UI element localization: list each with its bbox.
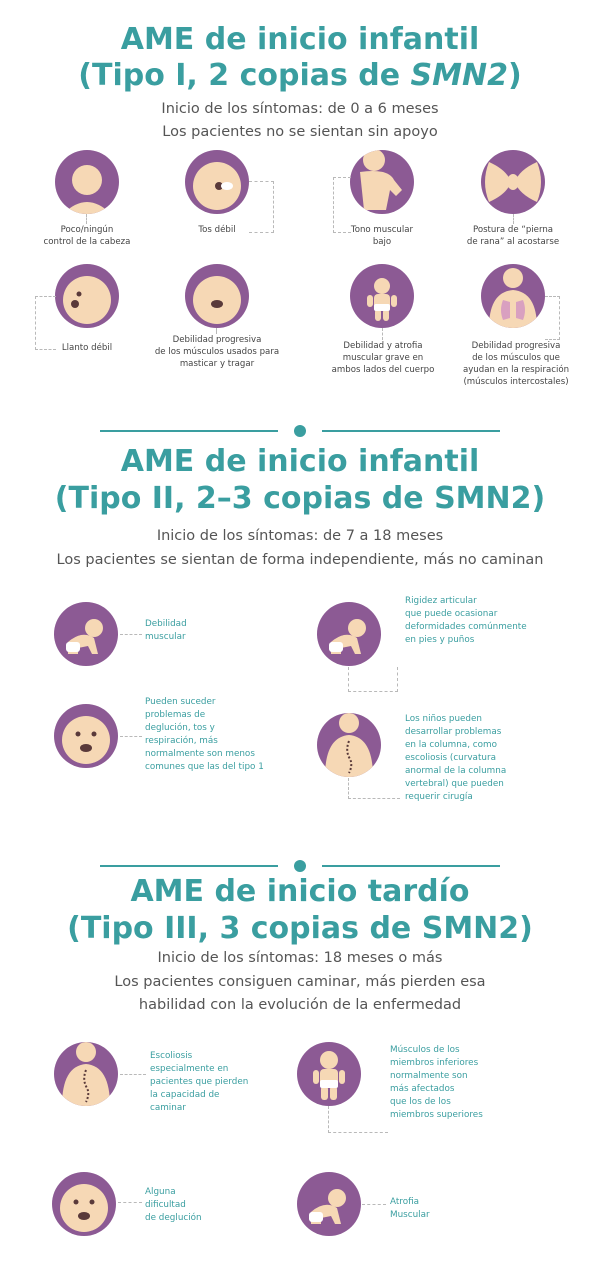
- caption-line: Los niños pueden: [405, 714, 483, 724]
- caption-line: Músculos de los: [390, 1045, 460, 1055]
- s3-caption-1: [150, 1050, 280, 1115]
- frog-leg-posture-icon: [481, 150, 545, 214]
- section1-note: Los pacientes no se sientan sin apoyo: [162, 124, 438, 140]
- section2-title-line2: (Tipo II, 2–3 copias de SMN2): [54, 481, 546, 516]
- section3-note-line1: Los pacientes consiguen caminar, más pierden esa: [114, 974, 486, 990]
- chewing-icon: [185, 264, 249, 328]
- caption-line: de los músculos que: [472, 353, 560, 363]
- baby-body-weakness-icon: [350, 264, 414, 328]
- connector: [348, 778, 349, 799]
- s3-caption-4: [390, 1196, 500, 1222]
- s3-caption-2: [390, 1044, 520, 1122]
- caption-line: más afectados: [390, 1084, 455, 1094]
- caption-line: Debilidad: [145, 619, 187, 629]
- section2-onset: Inicio de los síntomas: de 7 a 18 meses: [156, 528, 444, 544]
- caption-line: especialmente en: [150, 1064, 229, 1074]
- spine-icon: [317, 713, 381, 777]
- crawling-baby-icon: [54, 602, 118, 666]
- connector: [118, 1202, 142, 1203]
- crawling-baby-icon: [317, 602, 381, 666]
- s1-caption-8: [456, 340, 576, 388]
- section3-title-line2: (Tipo III, 3 copias de SMN2): [67, 911, 533, 946]
- s1-caption-4: [455, 224, 571, 248]
- baby-torso-icon: [350, 150, 414, 214]
- section1-onset: Inicio de los síntomas: de 0 a 6 meses: [161, 101, 439, 117]
- caption-line: muscular: [145, 632, 186, 642]
- section2-note: Los pacientes se sientan de forma independiente, más no caminan: [56, 552, 544, 568]
- connector: [120, 1074, 146, 1075]
- spine-icon: [54, 1042, 118, 1106]
- s1-caption-7: [325, 340, 441, 376]
- caption-line: comunes que las del tipo 1: [145, 762, 264, 772]
- caption-line: Pueden suceder: [145, 697, 216, 707]
- crawling-baby-icon: [297, 1172, 361, 1236]
- baby-head-control-icon: [55, 150, 119, 214]
- weak-cry-icon: [55, 264, 119, 328]
- connector: [362, 1204, 386, 1205]
- caption-line: Tos débil: [198, 225, 236, 235]
- cough-icon: [185, 150, 249, 214]
- caption-line: bajo: [372, 237, 392, 247]
- connector: [333, 177, 351, 233]
- connector: [328, 1106, 329, 1133]
- connector: [513, 214, 514, 224]
- caption-line: control de la cabeza: [43, 237, 131, 247]
- caption-line: dificultad: [145, 1200, 186, 1210]
- divider-dot: [294, 425, 306, 437]
- caption-line: Llanto débil: [61, 343, 113, 353]
- caption-line: desarrollar problemas: [405, 727, 502, 737]
- s1-caption-6: [150, 334, 284, 370]
- caption-line: Poco/ningún: [60, 225, 114, 235]
- divider-dot: [294, 860, 306, 872]
- divider-line: [322, 430, 500, 432]
- s1-caption-5: [55, 342, 119, 354]
- caption-line: normalmente son: [390, 1071, 468, 1081]
- caption-line: normalmente son menos: [145, 749, 255, 759]
- connector: [348, 798, 400, 799]
- s1-caption-1: [25, 224, 149, 248]
- caption-line: requerir cirugía: [405, 792, 473, 802]
- divider-line: [100, 865, 278, 867]
- s3-caption-3: [145, 1186, 255, 1225]
- swallowing-icon: [54, 704, 118, 768]
- caption-line: vertebral) que pueden: [405, 779, 504, 789]
- caption-line: masticar y tragar: [179, 359, 255, 369]
- connector: [382, 328, 383, 340]
- caption-line: deglución, tos y: [145, 723, 215, 733]
- caption-line: (músculos intercostales): [463, 377, 569, 387]
- caption-line: Escoliosis: [150, 1051, 193, 1061]
- section1-title-post: ): [508, 58, 522, 93]
- caption-line: muscular grave en: [342, 353, 424, 363]
- caption-line: Debilidad y atrofia: [343, 341, 423, 351]
- caption-line: Rigidez articular: [405, 596, 477, 606]
- caption-line: respiración, más: [145, 736, 218, 746]
- caption-line: Muscular: [390, 1210, 430, 1220]
- connector: [120, 634, 142, 635]
- section3-onset: Inicio de los síntomas: 18 meses o más: [157, 950, 443, 966]
- caption-line: que los de los: [390, 1097, 451, 1107]
- section1-title-line1: AME de inicio infantil: [120, 22, 480, 57]
- caption-line: la capacidad de: [150, 1090, 220, 1100]
- lungs-icon: [481, 264, 545, 328]
- section1-title-em: SMN2: [410, 58, 508, 93]
- caption-line: en pies y puños: [405, 635, 475, 645]
- s2-caption-3: [145, 696, 305, 774]
- connector: [348, 667, 398, 692]
- section-divider: [100, 860, 500, 872]
- caption-line: en la columna, como: [405, 740, 497, 750]
- caption-line: ayudan en la respiración: [462, 365, 570, 375]
- s2-caption-4: [405, 713, 555, 804]
- caption-line: miembros superiores: [390, 1110, 483, 1120]
- caption-line: que puede ocasionar: [405, 609, 498, 619]
- caption-line: ambos lados del cuerpo: [331, 365, 435, 375]
- caption-line: caminar: [150, 1103, 186, 1113]
- section2-title-line1: AME de inicio infantil: [120, 444, 480, 479]
- divider-line: [322, 865, 500, 867]
- s2-caption-2: [405, 595, 555, 647]
- caption-line: Tono muscular: [350, 225, 414, 235]
- connector: [216, 328, 217, 334]
- divider-line: [100, 430, 278, 432]
- connector: [249, 181, 274, 233]
- s2-caption-1: [145, 618, 255, 644]
- caption-line: Debilidad progresiva: [172, 335, 262, 345]
- caption-line: Atrofia: [390, 1197, 420, 1207]
- swallowing-icon: [52, 1172, 116, 1236]
- caption-line: problemas de: [145, 710, 206, 720]
- caption-line: anormal de la columna: [405, 766, 507, 776]
- section-divider: [100, 425, 500, 437]
- caption-line: pacientes que pierden: [150, 1077, 249, 1087]
- toddler-legs-icon: [297, 1042, 361, 1106]
- caption-line: deformidades comúnmente: [405, 622, 527, 632]
- caption-line: de los músculos usados para: [154, 347, 280, 357]
- section1-title-pre: (Tipo I, 2 copias de: [78, 58, 411, 93]
- section1-title-line2: [0, 58, 600, 94]
- connector: [120, 736, 142, 737]
- connector: [35, 296, 56, 350]
- connector: [328, 1132, 388, 1133]
- caption-line: miembros inferiores: [390, 1058, 479, 1068]
- connector: [86, 214, 87, 224]
- section3-title-line1: AME de inicio tardío: [130, 874, 470, 909]
- caption-line: Debilidad progresiva: [471, 341, 561, 351]
- caption-line: Postura de “pierna: [472, 225, 554, 235]
- caption-line: de rana” al acostarse: [466, 237, 560, 247]
- caption-line: escoliosis (curvatura: [405, 753, 496, 763]
- caption-line: Alguna: [145, 1187, 176, 1197]
- caption-line: de deglución: [145, 1213, 202, 1223]
- connector: [545, 296, 560, 340]
- section3-note-line2: habilidad con la evolución de la enfermedad: [138, 997, 462, 1013]
